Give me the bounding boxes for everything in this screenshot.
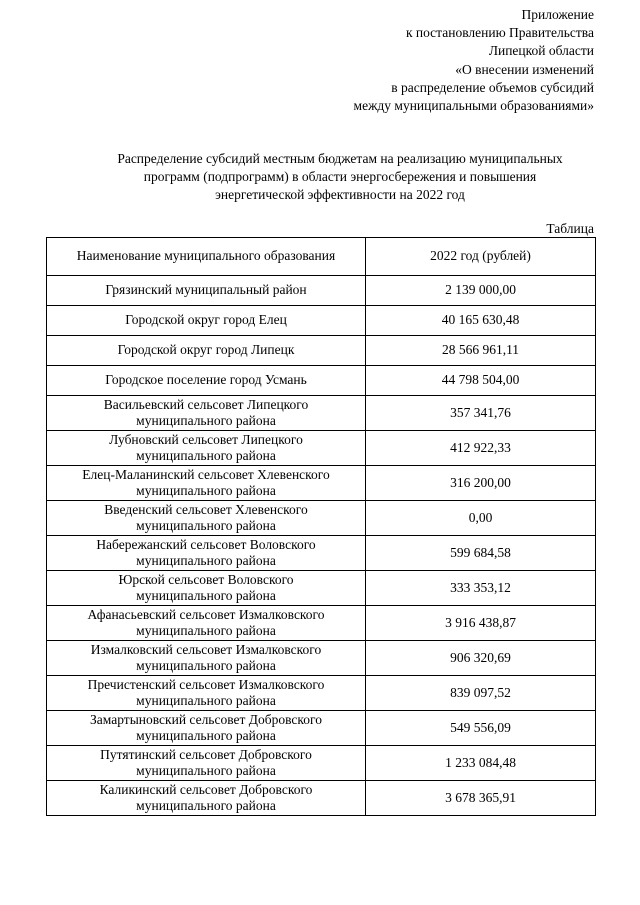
title-line: Распределение субсидий местным бюджетам на реализацию муниципальных [117, 151, 563, 166]
municipality-name-line: муниципального района [136, 553, 276, 568]
table-row [47, 306, 596, 336]
table-row [47, 711, 596, 746]
table-row [47, 676, 596, 711]
municipality-cell [47, 676, 366, 711]
municipality-name-line: Замартыновский сельсовет Добровского [90, 711, 322, 727]
municipality-cell [47, 781, 366, 816]
table-row [47, 571, 596, 606]
title-line: энергетической эффективности на 2022 год [215, 187, 465, 202]
appendix-header [174, 6, 594, 115]
municipality-name-line: Набережанский сельсовет Воловского [96, 536, 316, 552]
municipality-name-line: муниципального района [136, 483, 276, 498]
municipality-cell [47, 431, 366, 466]
municipality-cell [47, 571, 366, 606]
appendix-line: «О внесении изменений [455, 61, 594, 77]
municipality-cell [47, 641, 366, 676]
header-amount: 2022 год (рублей) [366, 238, 596, 276]
table-row [47, 431, 596, 466]
municipality-name-line: Каликинский сельсовет Добровского [99, 781, 313, 797]
amount-cell: 40 165 630,48 [366, 306, 596, 336]
table-row [47, 336, 596, 366]
amount-cell: 549 556,09 [366, 711, 596, 746]
municipality-cell [47, 306, 366, 336]
municipality-name-line: муниципального района [136, 623, 276, 638]
municipality-name-line: муниципального района [136, 763, 276, 778]
municipality-name-line: Путятинский сельсовет Добровского [100, 746, 312, 762]
municipality-cell [47, 711, 366, 746]
municipality-name-line: Городское поселение город Усмань [105, 372, 307, 388]
amount-cell: 316 200,00 [366, 466, 596, 501]
municipality-cell [47, 276, 366, 306]
municipality-cell [47, 336, 366, 366]
table-row [47, 396, 596, 431]
table-row [47, 746, 596, 781]
municipality-name-line: Грязинский муниципальный район [105, 282, 307, 298]
municipality-name-line: Городской округ город Липецк [117, 342, 295, 358]
municipality-cell [47, 366, 366, 396]
municipality-cell [47, 466, 366, 501]
municipality-name-line: муниципального района [136, 658, 276, 673]
table-row [47, 641, 596, 676]
table-row [47, 466, 596, 501]
municipality-name-line: муниципального района [136, 693, 276, 708]
title-line: программ (подпрограмм) в области энергосбережения и повышения [143, 169, 537, 184]
municipality-name-line: муниципального района [136, 448, 276, 463]
amount-cell: 3 916 438,87 [366, 606, 596, 641]
amount-cell: 333 353,12 [366, 571, 596, 606]
amount-cell: 412 922,33 [366, 431, 596, 466]
municipality-cell [47, 746, 366, 781]
municipality-name-line: Юрской сельсовет Воловского [118, 571, 294, 587]
header-municipality: Наименование муниципального образования [47, 238, 366, 276]
appendix-line: в распределение объемов субсидий [391, 79, 594, 95]
municipality-cell [47, 606, 366, 641]
amount-cell: 599 684,58 [366, 536, 596, 571]
appendix-line: к постановлению Правительства [405, 25, 594, 41]
municipality-name-line: муниципального района [136, 518, 276, 533]
municipality-name-line: Васильевский сельсовет Липецкого [103, 396, 309, 412]
table-body [47, 238, 596, 816]
table-row [47, 781, 596, 816]
municipality-name-line: Введенский сельсовет Хлевенского [104, 501, 308, 517]
appendix-line: между муниципальными образованиями» [353, 98, 594, 114]
amount-cell: 357 341,76 [366, 396, 596, 431]
amount-cell: 28 566 961,11 [366, 336, 596, 366]
amount-cell: 44 798 504,00 [366, 366, 596, 396]
municipality-cell [47, 396, 366, 431]
appendix-line: Липецкой области [488, 43, 594, 59]
subsidies-table [46, 237, 596, 816]
municipality-cell [47, 501, 366, 536]
table-caption: Таблица [546, 221, 594, 236]
table-row [47, 606, 596, 641]
appendix-line: Приложение [521, 7, 594, 22]
table-row [47, 366, 596, 396]
amount-cell: 906 320,69 [366, 641, 596, 676]
amount-cell: 3 678 365,91 [366, 781, 596, 816]
table-row [47, 536, 596, 571]
table-row [47, 276, 596, 306]
amount-cell: 2 139 000,00 [366, 276, 596, 306]
municipality-cell [47, 536, 366, 571]
document-title [60, 150, 620, 204]
municipality-name-line: Лубновский сельсовет Липецкого [109, 431, 303, 447]
table-header-row [47, 238, 596, 276]
municipality-name-line: муниципального района [136, 728, 276, 743]
municipality-name-line: Елец-Маланинский сельсовет Хлевенского [82, 466, 330, 482]
table-row [47, 501, 596, 536]
amount-cell: 839 097,52 [366, 676, 596, 711]
municipality-name-line: муниципального района [136, 588, 276, 603]
municipality-name-line: Городской округ город Елец [125, 312, 287, 328]
municipality-name-line: Измалковский сельсовет Измалковского [90, 641, 322, 657]
municipality-name-line: муниципального района [136, 413, 276, 428]
municipality-name-line: муниципального района [136, 798, 276, 813]
municipality-name-line: Афанасьевский сельсовет Измалковского [87, 606, 325, 622]
amount-cell: 0,00 [366, 501, 596, 536]
municipality-name-line: Пречистенский сельсовет Измалковского [87, 676, 325, 692]
amount-cell: 1 233 084,48 [366, 746, 596, 781]
